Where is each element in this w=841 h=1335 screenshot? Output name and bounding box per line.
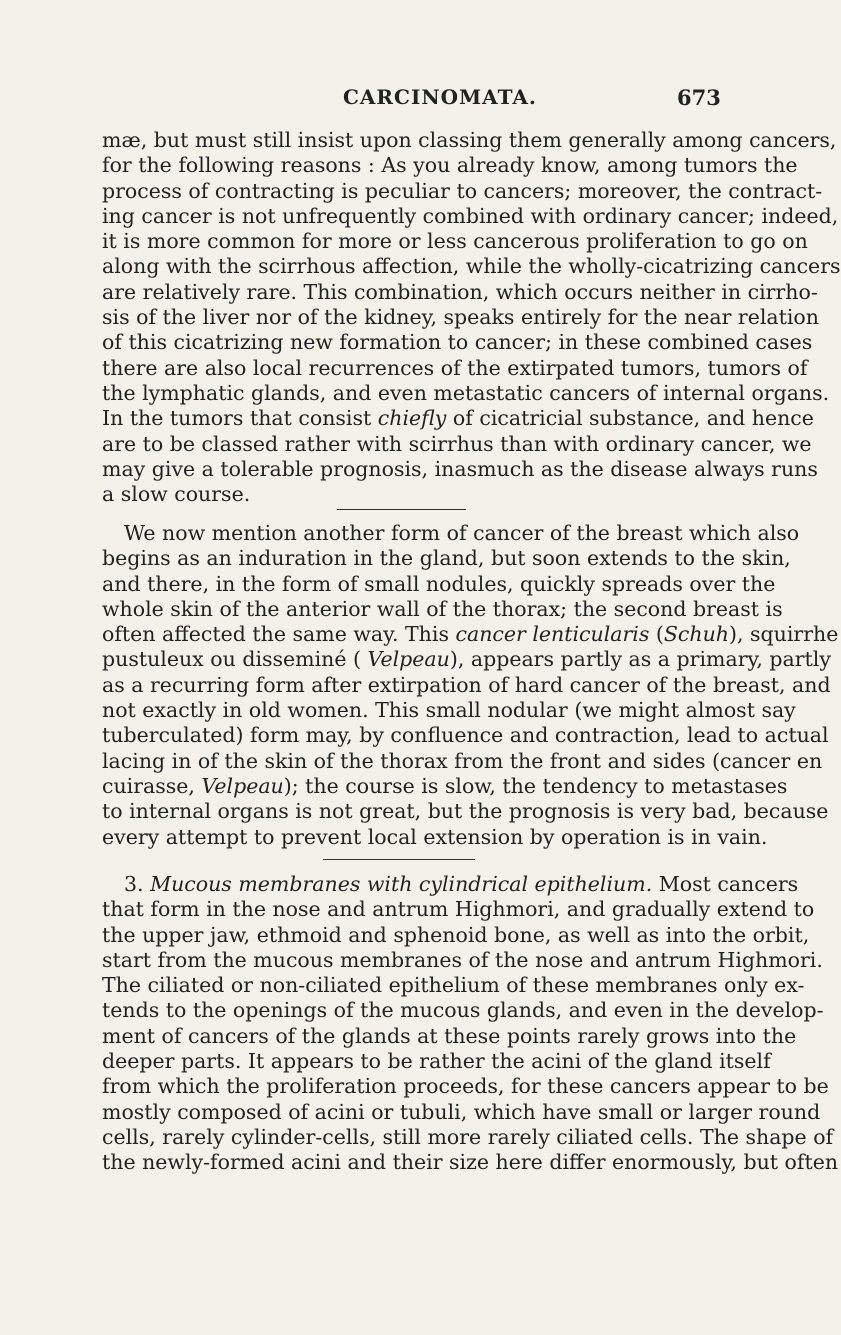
text-segment: Most cancers	[652, 872, 799, 896]
text-line: not exactly in old women. This small nodular (we might almost say	[102, 698, 796, 723]
text-line: start from the mucous membranes of the nose and antrum Highmori.	[102, 947, 823, 972]
section-divider	[337, 509, 466, 510]
text-line	[102, 622, 839, 647]
text-line: that form in the nose and antrum Highmori, and gradually extend to	[102, 897, 815, 922]
text-line: to internal organs is not great, but the prognosis is very bad, because	[102, 799, 829, 824]
italic-term: chiefly	[377, 406, 447, 431]
paragraph-contracting-cancer	[102, 128, 841, 507]
text-line: whole skin of the anterior wall of the thorax; the second breast is	[102, 596, 783, 621]
text-line: mæ, but must still insist upon classing them generally among cancers,	[102, 128, 837, 152]
text-line: process of contracting is peculiar to cancers; moreover, the contract-	[102, 178, 823, 203]
page-header	[0, 85, 800, 113]
text-line: from which the proliferation proceeds, for these cancers appear to be	[102, 1074, 829, 1099]
text-segment: of cicatricial substance, and hence	[446, 406, 814, 431]
section-divider	[323, 859, 475, 860]
text-line: for the following reasons : As you already know, among tumors the	[102, 153, 798, 178]
text-segment: (	[649, 622, 664, 647]
text-line: as a recurring form after extirpation of hard cancer of the breast, and	[102, 672, 831, 697]
paragraph-mucous-membranes	[102, 872, 839, 1176]
text-line: ing cancer is not unfrequently combined with ordinary cancer; indeed,	[102, 203, 839, 228]
text-line: are relatively rare. This combination, which occurs neither in cirrho-	[102, 279, 818, 304]
text-line: of this cicatrizing new formation to cancer; in these combined cases	[102, 330, 813, 355]
text-segment: ), appears partly as a primary, partly	[449, 647, 831, 672]
text-line: mostly composed of acini or tubuli, which have small or larger round	[102, 1099, 821, 1124]
text-line: the upper jaw, ethmoid and sphenoid bone, as well as into the orbit,	[102, 922, 810, 947]
italic-term: cancer lenticularis	[455, 622, 650, 647]
text-line: a slow course.	[102, 482, 251, 507]
text-line: We now mention another form of cancer of the breast which also	[124, 521, 800, 545]
text-line: ment of cancers of the glands at these points rarely grows into the	[102, 1023, 797, 1048]
text-line	[102, 647, 831, 672]
text-segment: 3.	[124, 872, 151, 896]
text-segment: In the tumors that consist	[102, 406, 378, 431]
text-line: cells, rarely cylinder-cells, still more rarely ciliated cells. The shape of	[102, 1124, 834, 1149]
italic-term: Velpeau	[367, 647, 450, 672]
page-number: 673	[677, 85, 721, 110]
text-line: lacing in of the skin of the thorax from the front and sides (cancer en	[102, 748, 823, 773]
text-line	[102, 406, 814, 431]
text-segment: ); the course is slow, the tendency to metastases	[283, 773, 788, 798]
text-line	[102, 872, 799, 897]
text-line: every attempt to prevent local extension by operation is in vain.	[102, 824, 768, 849]
text-line: tends to the openings of the mucous glands, and even in the develop-	[102, 998, 824, 1023]
text-line: along with the scirrhous affection, while the wholly-cicatrizing cancers	[102, 254, 841, 279]
text-line: begins as an induration in the gland, but soon extends to the skin,	[102, 546, 791, 571]
text-line: may give a tolerable prognosis, inasmuch as the disease always runs	[102, 456, 818, 481]
text-line: it is more common for more or less cancerous proliferation to go on	[102, 229, 808, 254]
text-line: are to be classed rather with scirrhus than with ordinary cancer, we	[102, 431, 812, 456]
text-line: sis of the liver nor of the kidney, speaks entirely for the near relation	[102, 305, 819, 330]
text-line: tuberculated) form may, by confluence and contraction, lead to actual	[102, 723, 829, 748]
text-line: deeper parts. It appears to be rather the acini of the gland itself	[102, 1049, 771, 1074]
text-segment: cuirasse,	[102, 773, 202, 798]
text-segment: pustuleux ou disseminé (	[102, 647, 368, 672]
text-segment: ), squirrhe	[729, 622, 839, 647]
text-line	[102, 773, 788, 799]
text-segment: often affected the same way. This	[102, 622, 456, 647]
italic-term: Schuh	[663, 622, 729, 647]
italic-term: Velpeau	[201, 773, 284, 798]
text-line: the newly-formed acini and their size here differ enormously, but often	[102, 1150, 839, 1175]
text-line: the lymphatic glands, and even metastatic cancers of internal organs.	[102, 380, 830, 405]
text-line: and there, in the form of small nodules, quickly spreads over the	[102, 571, 776, 596]
text-line: The ciliated or non-ciliated epithelium of these membranes only ex-	[102, 973, 805, 998]
paragraph-cancer-lenticularis	[102, 521, 839, 850]
italic-term: Mucous membranes with cylindrical epithelium.	[150, 872, 653, 896]
text-line: there are also local recurrences of the extirpated tumors, tumors of	[102, 355, 808, 380]
running-head: CARCINOMATA.	[343, 85, 537, 109]
